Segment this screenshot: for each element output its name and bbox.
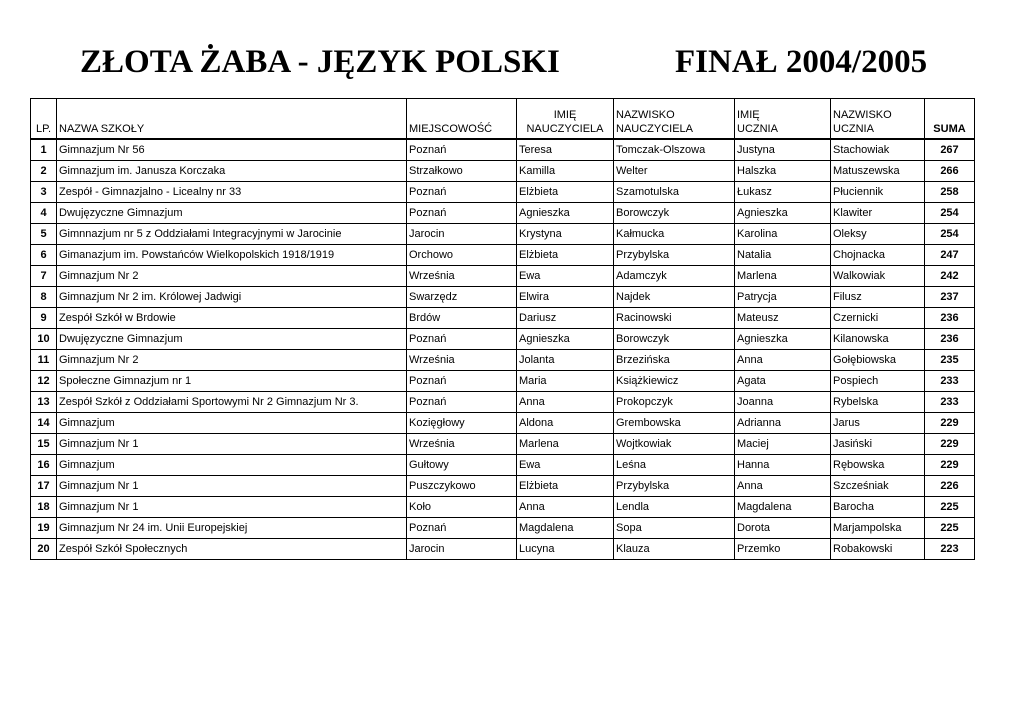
row-teacher-first-name: Dariusz bbox=[517, 308, 614, 329]
row-city: Września bbox=[407, 434, 517, 455]
row-city: Poznań bbox=[407, 182, 517, 203]
header-student-last-name: NAZWISKO UCZNIA bbox=[831, 99, 925, 140]
row-student-last-name: Rębowska bbox=[831, 455, 925, 476]
row-sum: 236 bbox=[925, 308, 975, 329]
row-lp: 4 bbox=[31, 203, 57, 224]
header-city: MIEJSCOWOŚĆ bbox=[407, 99, 517, 140]
row-teacher-last-name: Grembowska bbox=[614, 413, 735, 434]
row-lp: 1 bbox=[31, 139, 57, 161]
row-student-last-name: Czernicki bbox=[831, 308, 925, 329]
row-sum: 225 bbox=[925, 518, 975, 539]
row-student-last-name: Matuszewska bbox=[831, 161, 925, 182]
row-lp: 3 bbox=[31, 182, 57, 203]
row-student-first-name: Adrianna bbox=[735, 413, 831, 434]
row-lp: 10 bbox=[31, 329, 57, 350]
row-student-last-name: Jasiński bbox=[831, 434, 925, 455]
row-teacher-last-name: Najdek bbox=[614, 287, 735, 308]
results-table bbox=[30, 98, 975, 560]
row-school: Społeczne Gimnazjum nr 1 bbox=[57, 371, 407, 392]
row-school: Gimnazjum Nr 1 bbox=[57, 434, 407, 455]
row-student-first-name: Natalia bbox=[735, 245, 831, 266]
row-school: Zespół Szkół w Brdowie bbox=[57, 308, 407, 329]
row-sum: 266 bbox=[925, 161, 975, 182]
row-teacher-first-name: Magdalena bbox=[517, 518, 614, 539]
row-sum: 237 bbox=[925, 287, 975, 308]
row-sum: 229 bbox=[925, 434, 975, 455]
row-sum: 254 bbox=[925, 203, 975, 224]
row-teacher-first-name: Ewa bbox=[517, 455, 614, 476]
row-sum: 242 bbox=[925, 266, 975, 287]
row-student-last-name: Walkowiak bbox=[831, 266, 925, 287]
table-row bbox=[31, 476, 975, 497]
row-teacher-first-name: Marlena bbox=[517, 434, 614, 455]
row-sum: 236 bbox=[925, 329, 975, 350]
row-teacher-first-name: Elwira bbox=[517, 287, 614, 308]
row-school: Gimnazjum Nr 1 bbox=[57, 476, 407, 497]
row-teacher-first-name: Anna bbox=[517, 392, 614, 413]
row-city: Poznań bbox=[407, 518, 517, 539]
row-student-first-name: Agata bbox=[735, 371, 831, 392]
row-teacher-last-name: Kałmucka bbox=[614, 224, 735, 245]
row-sum: 223 bbox=[925, 539, 975, 560]
row-student-first-name: Maciej bbox=[735, 434, 831, 455]
row-student-first-name: Hanna bbox=[735, 455, 831, 476]
row-lp: 18 bbox=[31, 497, 57, 518]
row-teacher-last-name: Wojtkowiak bbox=[614, 434, 735, 455]
row-city: Września bbox=[407, 350, 517, 371]
row-student-last-name: Pospiech bbox=[831, 371, 925, 392]
row-student-first-name: Agnieszka bbox=[735, 329, 831, 350]
row-sum: 235 bbox=[925, 350, 975, 371]
row-teacher-first-name: Teresa bbox=[517, 139, 614, 161]
table-row bbox=[31, 203, 975, 224]
row-student-first-name: Justyna bbox=[735, 139, 831, 161]
row-teacher-first-name: Lucyna bbox=[517, 539, 614, 560]
row-lp: 16 bbox=[31, 455, 57, 476]
row-city: Swarzędz bbox=[407, 287, 517, 308]
table-row bbox=[31, 266, 975, 287]
row-student-first-name: Magdalena bbox=[735, 497, 831, 518]
row-teacher-last-name: Racinowski bbox=[614, 308, 735, 329]
table-row bbox=[31, 161, 975, 182]
row-teacher-first-name: Elżbieta bbox=[517, 245, 614, 266]
row-school: Gimanazjum im. Powstańców Wielkopolskich 1918/1919 bbox=[57, 245, 407, 266]
row-student-first-name: Halszka bbox=[735, 161, 831, 182]
table-header-row bbox=[31, 99, 975, 140]
row-teacher-last-name: Sopa bbox=[614, 518, 735, 539]
row-city: Orchowo bbox=[407, 245, 517, 266]
row-student-last-name: Marjampolska bbox=[831, 518, 925, 539]
row-teacher-first-name: Anna bbox=[517, 497, 614, 518]
row-sum: 267 bbox=[925, 139, 975, 161]
row-teacher-first-name: Aldona bbox=[517, 413, 614, 434]
table-row bbox=[31, 539, 975, 560]
row-city: Kozięgłowy bbox=[407, 413, 517, 434]
row-student-first-name: Patrycja bbox=[735, 287, 831, 308]
row-teacher-last-name: Prokopczyk bbox=[614, 392, 735, 413]
row-teacher-last-name: Borowczyk bbox=[614, 329, 735, 350]
row-city: Koło bbox=[407, 497, 517, 518]
row-sum: 229 bbox=[925, 455, 975, 476]
row-lp: 8 bbox=[31, 287, 57, 308]
row-student-last-name: Klawiter bbox=[831, 203, 925, 224]
header-student-first-name: IMIĘ UCZNIA bbox=[735, 99, 831, 140]
row-lp: 2 bbox=[31, 161, 57, 182]
row-sum: 229 bbox=[925, 413, 975, 434]
row-city: Puszczykowo bbox=[407, 476, 517, 497]
row-school: Zespół - Gimnazjalno - Licealny nr 33 bbox=[57, 182, 407, 203]
table-row bbox=[31, 497, 975, 518]
header-teacher-last-name: NAZWISKO NAUCZYCIELA bbox=[614, 99, 735, 140]
row-student-last-name: Robakowski bbox=[831, 539, 925, 560]
row-student-last-name: Stachowiak bbox=[831, 139, 925, 161]
row-school: Gimnazjum Nr 2 bbox=[57, 266, 407, 287]
row-city: Gułtowy bbox=[407, 455, 517, 476]
row-teacher-last-name: Przybylska bbox=[614, 245, 735, 266]
row-student-last-name: Oleksy bbox=[831, 224, 925, 245]
row-lp: 20 bbox=[31, 539, 57, 560]
table-row bbox=[31, 413, 975, 434]
row-school: Gimnazjum Nr 2 im. Królowej Jadwigi bbox=[57, 287, 407, 308]
row-teacher-first-name: Agnieszka bbox=[517, 329, 614, 350]
row-student-first-name: Joanna bbox=[735, 392, 831, 413]
table-row bbox=[31, 371, 975, 392]
row-lp: 17 bbox=[31, 476, 57, 497]
row-student-first-name: Dorota bbox=[735, 518, 831, 539]
row-school: Gimnnazjum nr 5 z Oddziałami Integracyjnymi w Jarocinie bbox=[57, 224, 407, 245]
row-teacher-first-name: Agnieszka bbox=[517, 203, 614, 224]
row-teacher-first-name: Ewa bbox=[517, 266, 614, 287]
row-sum: 254 bbox=[925, 224, 975, 245]
row-teacher-last-name: Przybylska bbox=[614, 476, 735, 497]
row-student-last-name: Kilanowska bbox=[831, 329, 925, 350]
table-row bbox=[31, 518, 975, 539]
row-student-first-name: Łukasz bbox=[735, 182, 831, 203]
row-student-last-name: Rybelska bbox=[831, 392, 925, 413]
row-city: Poznań bbox=[407, 371, 517, 392]
row-city: Poznań bbox=[407, 139, 517, 161]
table-row bbox=[31, 455, 975, 476]
row-sum: 233 bbox=[925, 371, 975, 392]
row-sum: 226 bbox=[925, 476, 975, 497]
table-row bbox=[31, 182, 975, 203]
row-student-last-name: Barocha bbox=[831, 497, 925, 518]
row-sum: 233 bbox=[925, 392, 975, 413]
row-city: Strzałkowo bbox=[407, 161, 517, 182]
row-school: Gimnazjum bbox=[57, 455, 407, 476]
row-student-last-name: Szcześniak bbox=[831, 476, 925, 497]
row-lp: 19 bbox=[31, 518, 57, 539]
row-lp: 14 bbox=[31, 413, 57, 434]
row-teacher-first-name: Jolanta bbox=[517, 350, 614, 371]
row-school: Gimnazjum bbox=[57, 413, 407, 434]
table-row bbox=[31, 350, 975, 371]
row-sum: 225 bbox=[925, 497, 975, 518]
row-sum: 247 bbox=[925, 245, 975, 266]
table-row bbox=[31, 139, 975, 161]
row-student-first-name: Marlena bbox=[735, 266, 831, 287]
table-row bbox=[31, 392, 975, 413]
row-student-last-name: Chojnacka bbox=[831, 245, 925, 266]
row-teacher-last-name: Borowczyk bbox=[614, 203, 735, 224]
row-teacher-first-name: Kamilla bbox=[517, 161, 614, 182]
row-city: Jarocin bbox=[407, 224, 517, 245]
row-teacher-last-name: Leśna bbox=[614, 455, 735, 476]
row-student-last-name: Płuciennik bbox=[831, 182, 925, 203]
table-row bbox=[31, 329, 975, 350]
row-teacher-first-name: Maria bbox=[517, 371, 614, 392]
row-student-first-name: Karolina bbox=[735, 224, 831, 245]
row-teacher-last-name: Welter bbox=[614, 161, 735, 182]
row-lp: 13 bbox=[31, 392, 57, 413]
row-city: Poznań bbox=[407, 329, 517, 350]
row-school: Gimnazjum Nr 24 im. Unii Europejskiej bbox=[57, 518, 407, 539]
row-school: Dwujęzyczne Gimnazjum bbox=[57, 203, 407, 224]
row-student-first-name: Przemko bbox=[735, 539, 831, 560]
row-school: Gimnazjum Nr 56 bbox=[57, 139, 407, 161]
table-row bbox=[31, 434, 975, 455]
row-school: Zespół Szkół Społecznych bbox=[57, 539, 407, 560]
row-city: Jarocin bbox=[407, 539, 517, 560]
row-lp: 9 bbox=[31, 308, 57, 329]
row-teacher-last-name: Lendla bbox=[614, 497, 735, 518]
row-lp: 12 bbox=[31, 371, 57, 392]
table-row bbox=[31, 245, 975, 266]
header-teacher-first-name: IMIĘ NAUCZYCIELA bbox=[517, 99, 614, 140]
table-row bbox=[31, 224, 975, 245]
row-teacher-first-name: Elżbieta bbox=[517, 182, 614, 203]
row-school: Gimnazjum im. Janusza Korczaka bbox=[57, 161, 407, 182]
document-subtitle-final: FINAŁ 2004/2005 bbox=[675, 44, 928, 80]
row-lp: 6 bbox=[31, 245, 57, 266]
row-teacher-last-name: Szamotulska bbox=[614, 182, 735, 203]
row-student-first-name: Anna bbox=[735, 476, 831, 497]
row-city: Września bbox=[407, 266, 517, 287]
row-student-last-name: Filusz bbox=[831, 287, 925, 308]
row-school: Gimnazjum Nr 1 bbox=[57, 497, 407, 518]
table-row bbox=[31, 287, 975, 308]
row-student-last-name: Jarus bbox=[831, 413, 925, 434]
table-row bbox=[31, 308, 975, 329]
row-city: Brdów bbox=[407, 308, 517, 329]
row-teacher-last-name: Klauza bbox=[614, 539, 735, 560]
row-student-first-name: Agnieszka bbox=[735, 203, 831, 224]
header-school: NAZWA SZKOŁY bbox=[57, 99, 407, 140]
row-teacher-first-name: Elżbieta bbox=[517, 476, 614, 497]
row-lp: 15 bbox=[31, 434, 57, 455]
row-sum: 258 bbox=[925, 182, 975, 203]
header-lp: LP. bbox=[31, 99, 57, 140]
row-student-last-name: Gołębiowska bbox=[831, 350, 925, 371]
document-title: ZŁOTA ŻABA - JĘZYK POLSKI bbox=[80, 44, 560, 80]
row-city: Poznań bbox=[407, 203, 517, 224]
row-student-first-name: Mateusz bbox=[735, 308, 831, 329]
header-sum: SUMA bbox=[925, 99, 975, 140]
row-teacher-first-name: Krystyna bbox=[517, 224, 614, 245]
row-city: Poznań bbox=[407, 392, 517, 413]
row-student-first-name: Anna bbox=[735, 350, 831, 371]
row-lp: 11 bbox=[31, 350, 57, 371]
row-school: Dwujęzyczne Gimnazjum bbox=[57, 329, 407, 350]
row-school: Zespół Szkół z Oddziałami Sportowymi Nr 2 Gimnazjum Nr 3. bbox=[57, 392, 407, 413]
row-teacher-last-name: Książkiewicz bbox=[614, 371, 735, 392]
row-teacher-last-name: Tomczak-Olszowa bbox=[614, 139, 735, 161]
row-lp: 7 bbox=[31, 266, 57, 287]
row-teacher-last-name: Brzezińska bbox=[614, 350, 735, 371]
row-lp: 5 bbox=[31, 224, 57, 245]
row-teacher-last-name: Adamczyk bbox=[614, 266, 735, 287]
row-school: Gimnazjum Nr 2 bbox=[57, 350, 407, 371]
